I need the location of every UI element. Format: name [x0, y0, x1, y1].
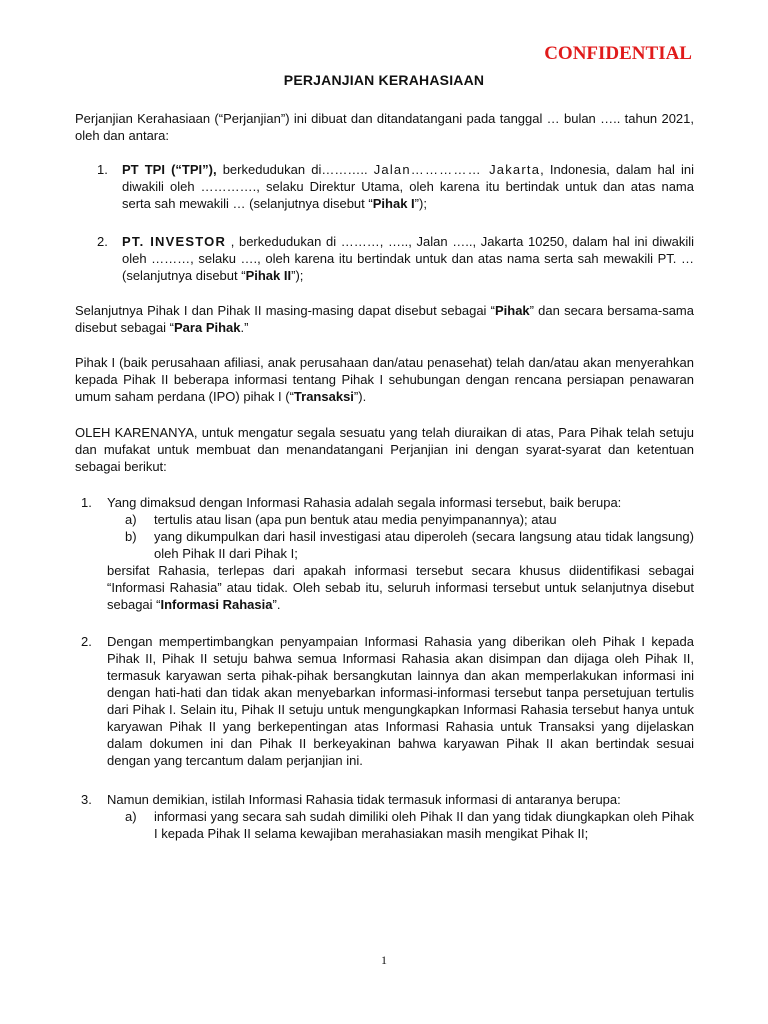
party-text-part: berkedudukan di………..: [216, 162, 374, 177]
sub-item-label: b): [125, 529, 137, 544]
sub-item: [107, 528, 694, 562]
clause-text: Yang dimaksud dengan Informasi Rahasia adalah segala informasi tersebut, baik berupa:: [107, 495, 622, 510]
sub-item-label: a): [125, 809, 137, 824]
clause-text: Namun demikian, istilah Informasi Rahasia tidak termasuk informasi di antaranya berupa:: [107, 792, 621, 807]
text-part: ” dan secara bersama-sama disebut sebagai “: [75, 303, 694, 335]
confidential-stamp: CONFIDENTIAL: [544, 43, 692, 64]
defined-term: Para Pihak: [174, 320, 241, 335]
party-address: Jalan…………… Jakarta: [373, 162, 541, 177]
clause-number: 1.: [81, 495, 92, 510]
text-part: .”: [240, 320, 249, 335]
text-part: ”.: [272, 597, 281, 612]
clause-1: [75, 494, 694, 613]
party-text-part: ”);: [414, 196, 427, 211]
clause-number: 2.: [81, 634, 92, 649]
party-number: 2.: [97, 234, 108, 249]
document-title: PERJANJIAN KERAHASIAAN: [283, 72, 485, 88]
text-part: Pihak I (baik perusahaan afiliasi, anak perusahaan dan/atau penasehat) telah dan/atau akan menyerahkan kepada Pihak II beberapa informasi tentang Pihak I sehubungan dengan rencana persiapan penawaran umum saham perdana (IPO) pihak I (“: [75, 355, 694, 404]
page-number: 1: [381, 953, 387, 967]
party-name: PT. INVESTOR: [122, 234, 227, 249]
party-text-part: , berkedudukan di ………, ….., Jalan ….., Jakarta 10250, dalam hal ini diwakili oleh ………, selaku …., oleh karena itu bertindak untuk dan atas nama serta sah mewakili PT. … (selanjutnya disebut “: [122, 234, 695, 283]
clause-text: Dengan mempertimbangkan penyampaian Informasi Rahasia yang diberikan oleh Pihak I kepada Pihak II, Pihak II setuju bahwa semua Informasi Rahasia akan disimpan dan dijaga oleh Pihak II, termasuk karyawan serta pihak-pihak bersangkutan lainnya dan akan memperlakukan informasi ini dengan hati-hati dan tidak akan menyebarkan informasi-informasi tersebut tanpa persetujuan tertulis dari Pihak I. Selain itu, Pihak II setuju untuk mengungkapkan Informasi Rahasia tersebut hanya untuk karyawan Pihak II yang berkepentingan atas Informasi Rahasia untuk Transaksi yang dijelaskan dalam dokumen ini dan Pihak II berkeyakinan bahwa karyawan Pihak II akan bertindak sesuai dengan yang tercantum dalam perjanjian ini.: [107, 634, 694, 768]
sub-item-text: informasi yang secara sah sudah dimiliki oleh Pihak II dan yang tidak diungkapkan oleh Pihak I kepada Pihak II selama kewajiban merahasiakan masih mengikat Pihak II;: [154, 809, 694, 841]
sub-item-text: tertulis atau lisan (apa pun bentuk atau media penyimpanannya); atau: [154, 512, 557, 527]
party-text: [122, 161, 694, 212]
text-part: bersifat Rahasia, terlepas dari apakah informasi tersebut secara khusus diidentifikasi sebagai “Informasi Rahasia” atau tidak. Oleh sebab itu, seluruh informasi tersebut untuk selanjutnya disebut sebagai “: [107, 563, 694, 612]
defined-term: Transaksi: [293, 389, 354, 404]
defined-term: Informasi Rahasia: [160, 597, 273, 612]
clause-2: [75, 633, 694, 769]
text-part: ”).: [353, 389, 367, 404]
defined-term: Pihak: [494, 303, 530, 318]
clause-number: 3.: [81, 792, 92, 807]
party-1: [75, 161, 694, 212]
party-defined-term: Pihak I: [372, 196, 415, 211]
sub-item: [107, 808, 694, 842]
sub-item-text: yang dikumpulkan dari hasil investigasi atau diperoleh (secara langsung atau tidak langsung) oleh Pihak II dari Pihak I;: [154, 529, 694, 561]
clause-3: [75, 791, 694, 842]
party-name: PT TPI (“TPI”),: [122, 162, 217, 177]
party-number: 1.: [97, 162, 108, 177]
party-text-part: , Indonesia, dalam hal ini diwakili oleh …………., selaku Direktur Utama, oleh karena itu bertindak untuk dan atas nama serta sah mewakili … (selanjutnya disebut “: [122, 162, 695, 211]
sub-item: [107, 511, 694, 528]
sub-item-label: a): [125, 512, 137, 527]
text-part: Selanjutnya Pihak I dan Pihak II masing-masing dapat disebut sebagai “: [75, 303, 495, 318]
transaksi-paragraph: [75, 354, 694, 405]
clause-conclusion: [107, 562, 694, 613]
intro-paragraph: Perjanjian Kerahasiaan (“Perjanjian”) ini dibuat dan ditandatangani pada tanggal … bulan ….. tahun 2021, oleh dan antara:: [75, 111, 694, 143]
party-text-part: ”);: [291, 268, 304, 283]
party-2: [75, 233, 694, 284]
para-pihak-paragraph: [75, 302, 694, 336]
oleh-karenanya-paragraph: OLEH KARENANYA, untuk mengatur segala sesuatu yang telah diuraikan di atas, Para Pihak telah setuju dan mufakat untuk membuat dan menandatangani Perjanjian ini dengan syarat-syarat dan ketentuan sebagai berikut:: [75, 425, 694, 474]
party-defined-term: Pihak II: [245, 268, 292, 283]
party-text: [122, 233, 694, 284]
